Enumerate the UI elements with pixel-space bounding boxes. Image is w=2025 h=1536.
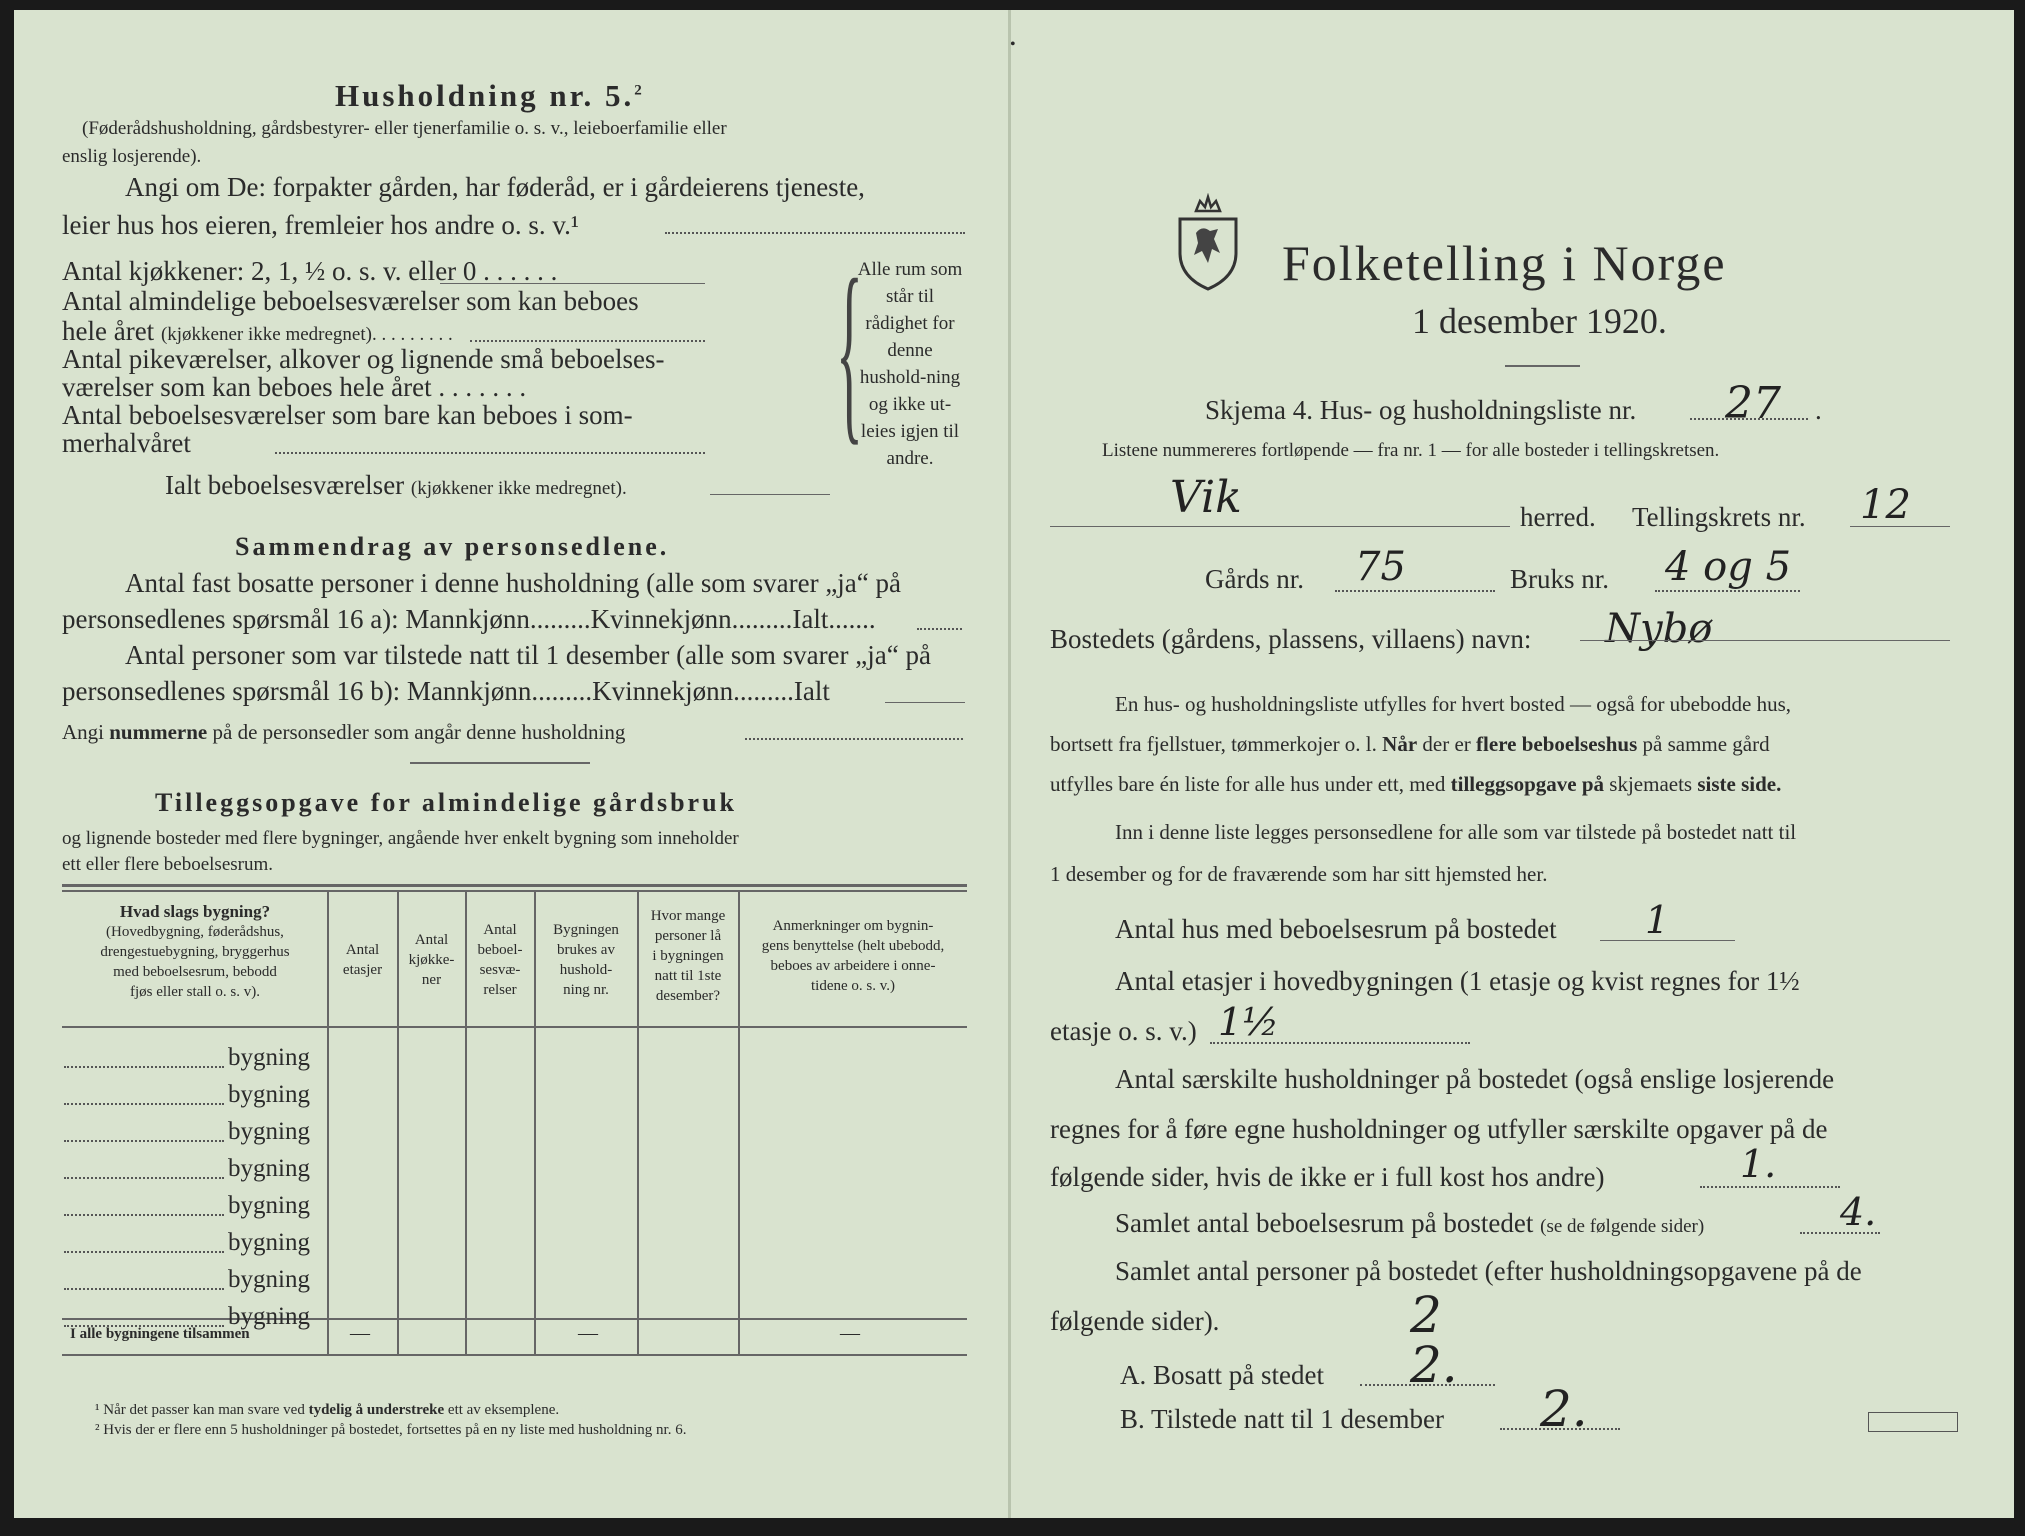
table-row: bygning [228, 1303, 310, 1330]
separate-households-handwritten: 1. [1740, 1142, 1777, 1186]
tellingskrets-handwritten: 12 [1860, 482, 1911, 528]
separate-households-3: følgende sider, hvis de ikke er i full kost hos andre) [1050, 1162, 1605, 1192]
houses-field[interactable] [1600, 940, 1735, 941]
total-persons-2: følgende sider). [1050, 1306, 1220, 1336]
household-note-2: enslig losjerende). [62, 146, 202, 167]
bruks-handwritten: 4 og 5 [1665, 544, 1792, 590]
brace: { [836, 241, 863, 465]
footnote-1: ¹ Når det passer kan man svare ved tydelig å understreke ett av eksemplene. [95, 1402, 560, 1418]
summary-b-total-field[interactable] [885, 702, 965, 703]
page-fold [1008, 10, 1011, 1518]
list-number-handwritten: 27 [1725, 378, 1781, 429]
table-row: bygning [228, 1155, 310, 1182]
table-top-rule [62, 884, 967, 887]
maid-rooms-label-2: værelser som kan beboes hele året . . . . . . . [62, 372, 527, 402]
floors-label-1: Antal etasjer i hovedbygningen (1 etasje og kvist regnes for 1½ [1115, 966, 1800, 996]
census-date: 1 desember 1920. [1412, 301, 1667, 341]
supplement-note-2: ett eller flere beboelsesrum. [62, 854, 274, 875]
col-rooms: Antal beboel- sesvæ- relser [477, 922, 523, 998]
total-used-dash: — [578, 1322, 598, 1344]
separate-households-1: Antal særskilte husholdninger på bostedet (også enslige losjerende [1115, 1064, 1835, 1094]
table-row: bygning [228, 1081, 310, 1108]
info-1: En hus- og husholdningsliste utfylles for hvert bosted — også for ubebodde hus, [1115, 692, 1791, 716]
separate-households-field[interactable] [1700, 1186, 1840, 1188]
brace-note: Alle rum som står til rådighet for denne hushold-ning og ikke ut-leies igjen til andre. [857, 259, 963, 469]
separate-households-2: regnes for å føre egne husholdninger og utfyller særskilte opgaver på de [1050, 1114, 1828, 1144]
total-rooms-right-handwritten: 4. [1840, 1190, 1877, 1234]
summary-a-line-2: personsedlenes spørsmål 16 a): Mannkjønn.........Kvinnekjønn.........Ialt....... [62, 604, 876, 634]
houses-label: Antal hus med beboelsesrum på bostedet [1115, 914, 1557, 944]
floors-field[interactable] [1210, 1042, 1470, 1044]
table-row: bygning [228, 1192, 310, 1219]
maid-rooms-label-1: Antal pikeværelser, alkover og lignende små beboelses- [62, 344, 665, 374]
bosted-field[interactable] [1580, 640, 1950, 641]
resident-field[interactable] [1360, 1384, 1495, 1386]
resident-label: A. Bosatt på stedet [1120, 1360, 1324, 1390]
resident-handwritten: 2. [1410, 1336, 1458, 1394]
summer-rooms-label-2: merhalvåret [62, 428, 191, 458]
table-total-label: I alle bygningene tilsammen [70, 1326, 250, 1342]
angi-line-2: leier hus hos eieren, fremleier hos andre o. s. v.¹ [62, 210, 579, 240]
supplement-title: Tilleggsopgave for almindelige gårdsbruk [155, 788, 738, 817]
total-rooms-right-label: Samlet antal beboelsesrum på bostedet (se de følgende sider) [1115, 1208, 1705, 1238]
rooms-field[interactable] [470, 340, 705, 342]
angi-line-1: Angi om De: forpakter gården, har føderåd, er i gårdeierens tjeneste, [125, 172, 865, 202]
bruks-label: Bruks nr. [1510, 564, 1610, 594]
table-row: bygning [228, 1118, 310, 1145]
herred-label: herred. [1520, 502, 1596, 532]
census-title: Folketelling i Norge [1282, 235, 1727, 291]
table-row: bygning [228, 1266, 310, 1293]
gards-field[interactable] [1335, 590, 1495, 592]
summary-a-total-field[interactable] [917, 628, 962, 630]
floors-handwritten: 1½ [1218, 1000, 1280, 1044]
coat-of-arms-icon [1172, 193, 1244, 293]
summary-a-line-1: Antal fast bosatte personer i denne husholdning (alle som svarer „ja“ på [125, 568, 901, 598]
total-persons-1: Samlet antal personer på bostedet (efter husholdningsopgavene på de [1115, 1256, 1862, 1286]
houses-handwritten: 1 [1645, 898, 1670, 942]
summary-b-line-1: Antal personer som var tilstede natt til 1 desember (alle som svarer „ja“ på [125, 640, 931, 670]
col-used-by: Bygningen brukes av hushold- ning nr. [553, 922, 619, 998]
info-4: Inn i denne liste legges personsedlene for alle som var tilstede på bostedet natt til [1115, 820, 1797, 844]
gards-handwritten: 75 [1355, 544, 1406, 590]
schema-period: . [1815, 395, 1822, 425]
total-remarks-dash: — [840, 1322, 860, 1344]
angi-answer-line[interactable] [665, 232, 965, 234]
present-label: B. Tilstede natt til 1 desember [1120, 1404, 1444, 1434]
tellingskrets-field[interactable] [1850, 526, 1950, 527]
total-floors-dash: — [350, 1322, 370, 1344]
footnote-2: ² Hvis der er flere enn 5 husholdninger på bostedet, fortsettes på en ny liste med husholdning nr. 6. [95, 1422, 687, 1438]
numbers-label: Angi nummerne på de personsedler som angår denne husholdning [62, 720, 626, 744]
rooms-label-1: Antal almindelige beboelsesværelser som kan beboes [62, 286, 639, 316]
kitchens-field[interactable] [440, 283, 705, 284]
summer-rooms-field[interactable] [275, 452, 705, 454]
schema-label: Skjema 4. Hus- og husholdningsliste nr. [1205, 395, 1637, 425]
summer-rooms-label-1: Antal beboelsesværelser som bare kan beboes i som- [62, 400, 633, 430]
bosted-label: Bostedets (gårdens, plassens, villaens) navn: [1050, 624, 1532, 654]
floors-label-2: etasje o. s. v.) [1050, 1016, 1197, 1046]
gards-label: Gårds nr. [1205, 564, 1304, 594]
kitchens-label: Antal kjøkkener: 2, 1, ½ o. s. v. eller 0 . . . . . . [62, 256, 558, 286]
col-building-type: Hvad slags bygning? (Hovedbygning, føderådshus, drengestuebygning, bryggerhus med beboelsesrum, bebodd fjøs eller stall o. s. v). [100, 902, 290, 1000]
herred-handwritten: Vik [1170, 472, 1242, 523]
info-2: bortsett fra fjellstuer, tømmerkojer o. l. Når der er flere beboelseshus på samme gård [1050, 732, 1770, 756]
supplement-note-1: og lignende bosteder med flere bygninger, angående hver enkelt bygning som inneholder [62, 828, 739, 849]
bosted-handwritten: Nybø [1605, 606, 1713, 652]
household-note-1: (Føderådshusholdning, gårdsbestyrer- eller tjenerfamilie o. s. v., leieboerfamilie eller [82, 118, 727, 139]
total-rooms-field[interactable] [710, 494, 830, 495]
summary-title: Sammendrag av personsedlene. [235, 532, 670, 561]
numbers-field[interactable] [745, 738, 963, 740]
rooms-label-2: hele året (kjøkkener ikke medregnet). . . . . . . . . [62, 316, 453, 346]
col-remarks: Anmerkninger om bygnin- gens benyttelse (helt ubebodd, beboes av arbeidere i onne- tidene o. s. v.) [761, 918, 945, 994]
col-kitchens: Antal kjøkke- ner [408, 932, 455, 988]
bruks-field[interactable] [1655, 590, 1800, 592]
table-row: bygning [228, 1229, 310, 1256]
present-handwritten: 2. [1540, 1380, 1588, 1438]
present-field[interactable] [1500, 1428, 1620, 1430]
summary-b-line-2: personsedlenes spørsmål 16 b): Mannkjønn.........Kvinnekjønn.........Ialt [62, 676, 830, 706]
info-5: 1 desember og for de fraværende som har sitt hjemsted her. [1050, 862, 1548, 886]
table-row: bygning [228, 1044, 310, 1071]
top-mark: • [1010, 36, 1016, 53]
col-persons: Hvor mange personer lå i bygningen natt til 1ste desember? [650, 908, 726, 1004]
tellingskrets-label: Tellingskrets nr. [1632, 502, 1806, 532]
printer-stamp [1868, 1412, 1958, 1432]
info-3: utfylles bare én liste for alle hus under ett, med tilleggsopgave på skjemaets siste side. [1050, 772, 1782, 796]
total-rooms-right-field[interactable] [1800, 1232, 1880, 1234]
col-floors: Antal etasjer [342, 942, 383, 978]
herred-field[interactable] [1050, 526, 1510, 527]
numbering-note: Listene nummereres fortløpende — fra nr. 1 — for alle bosteder i tellingskretsen. [1102, 440, 1720, 461]
total-persons-handwritten: 2 [1410, 1286, 1442, 1344]
total-rooms-label: Ialt beboelsesværelser (kjøkkener ikke medregnet). [165, 470, 627, 500]
household-title: Husholdning nr. 5.$^2$ [335, 78, 645, 113]
